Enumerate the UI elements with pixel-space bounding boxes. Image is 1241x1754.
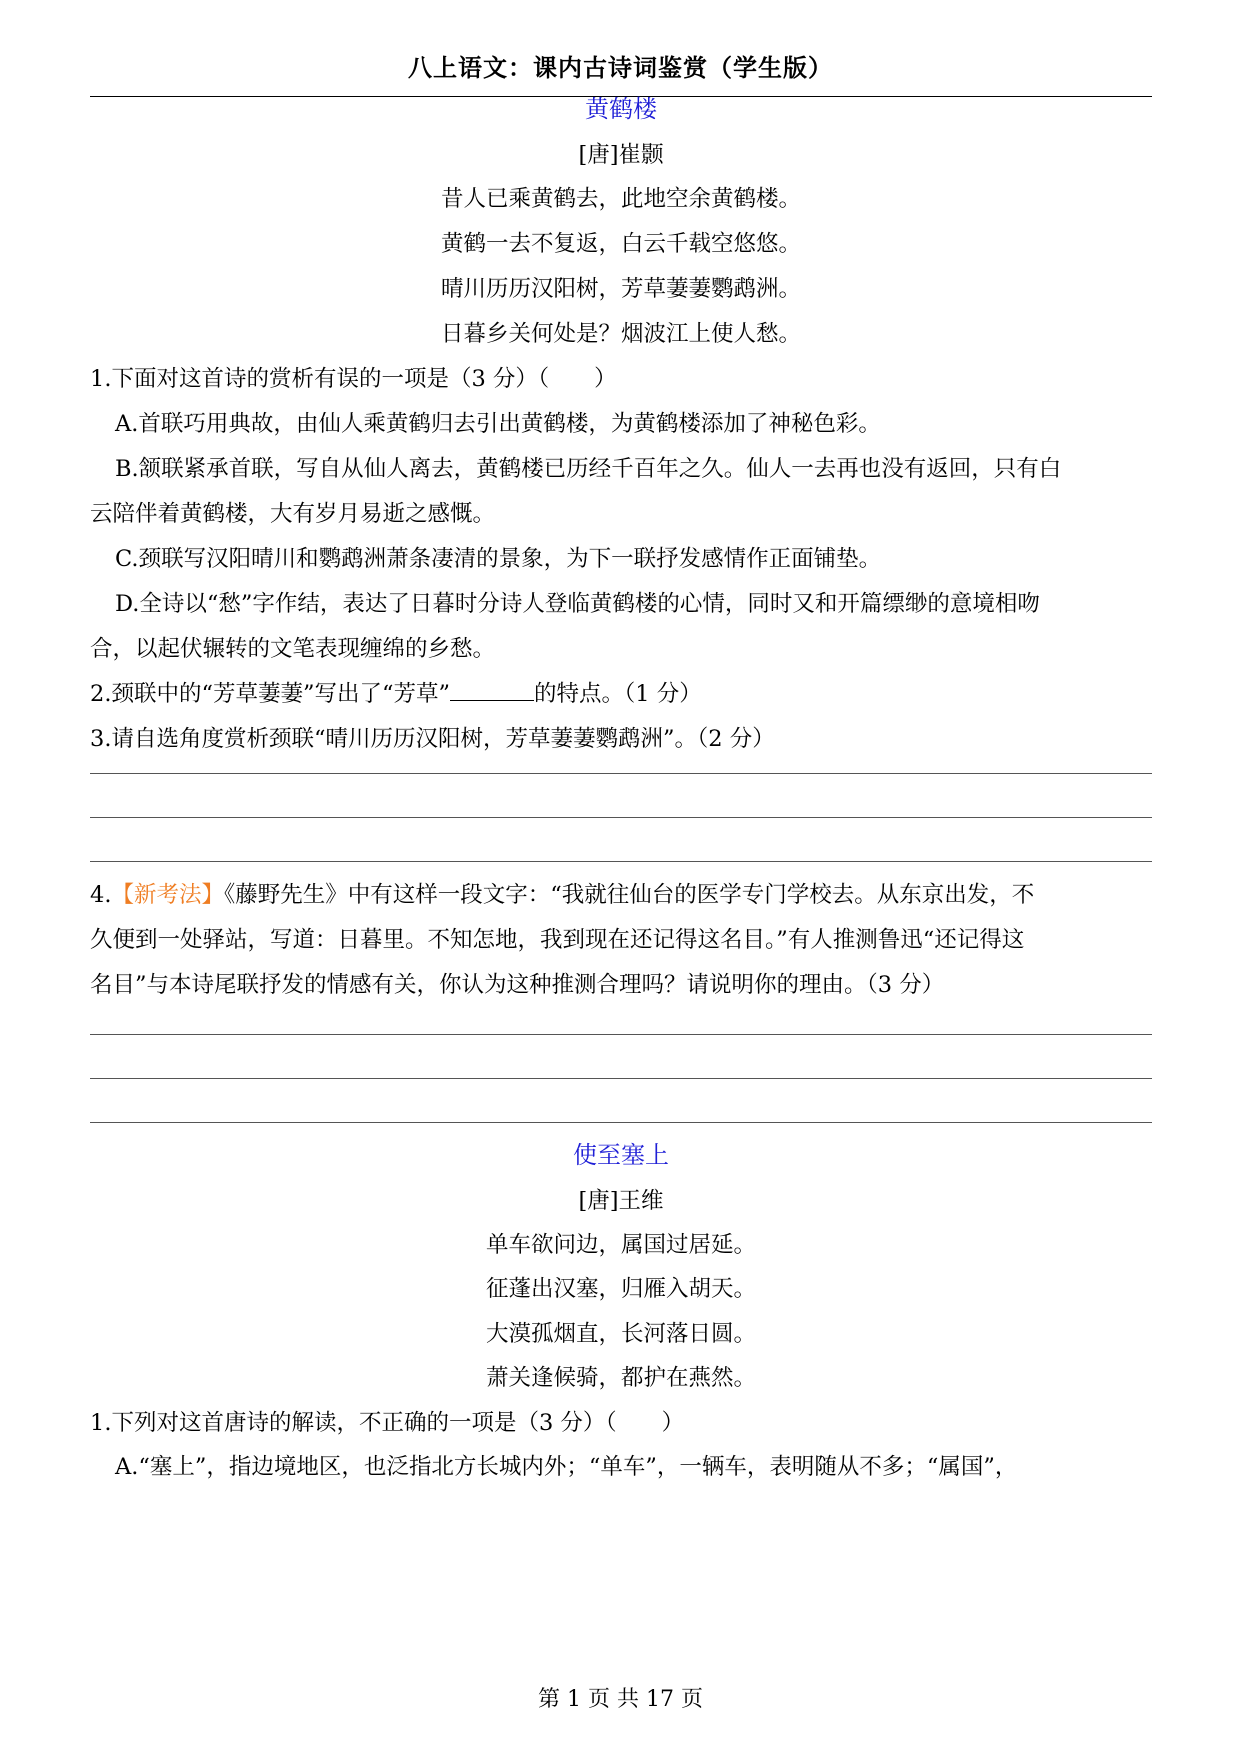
question-stem: 1.下列对这首唐诗的解读，不正确的一项是（3 分）（ ） xyxy=(90,1410,685,1436)
poem-line: 大漠孤烟直，长河落日圆。 xyxy=(485,1321,756,1347)
option-c: C.颈联写汉阳晴川和鹦鹉洲萧条凄清的景象，为下一联抒发感情作正面铺垫。 xyxy=(115,546,882,572)
answer-line[interactable] xyxy=(90,861,1152,862)
question-2-text: 2.颈联中的“芳草萋萋”写出了“芳草” xyxy=(90,681,450,707)
answer-line[interactable] xyxy=(90,1078,1152,1079)
poem-line: 晴川历历汉阳树，芳草萋萋鹦鹉洲。 xyxy=(440,276,801,302)
poem-line: 日暮乡关何处是？烟波江上使人愁。 xyxy=(440,321,801,347)
poem-author: [唐]崔颢 xyxy=(578,142,664,168)
option-b: B.颔联紧承首联，写自从仙人离去，黄鹤楼已历经千百年之久。仙人一去再也没有返回，只有白 xyxy=(115,456,1062,482)
option-a: A.首联巧用典故，由仙人乘黄鹤归去引出黄鹤楼，为黄鹤楼添加了神秘色彩。 xyxy=(115,411,881,437)
poem-line: 昔人已乘黄鹤去，此地空余黄鹤楼。 xyxy=(440,186,801,212)
poem-title: 黄鹤楼 xyxy=(585,95,657,123)
answer-line[interactable] xyxy=(90,773,1152,774)
new-exam-tag: 【新考法】 xyxy=(111,882,224,908)
answer-line[interactable] xyxy=(90,1122,1152,1123)
option-a: A.“塞上”，指边境地区，也泛指北方长城内外；“单车”，一辆车，表明随从不多；“属国”， xyxy=(115,1454,1018,1480)
poem-title: 使至塞上 xyxy=(573,1141,669,1169)
page-footer: 第 1 页 共 17 页 xyxy=(538,1687,703,1712)
poem-line: 征蓬出汉塞，归雁入胡天。 xyxy=(485,1276,756,1302)
answer-line[interactable] xyxy=(90,1034,1152,1035)
poem-line: 黄鹤一去不复返，白云千载空悠悠。 xyxy=(440,231,801,257)
option-d: D.全诗以“愁”字作结，表达了日暮时分诗人登临黄鹤楼的心情，同时又和开篇缥缈的意境相吻 xyxy=(115,591,1040,617)
option-d-continued: 合，以起伏辗转的文笔表现缠绵的乡愁。 xyxy=(90,636,496,662)
answer-line[interactable] xyxy=(90,817,1152,818)
poem-author: [唐]王维 xyxy=(578,1188,664,1214)
question-4-text: 《藤野先生》中有这样一段文字：“我就往仙台的医学专门学校去。从东京出发，不 xyxy=(223,882,1035,908)
question-2-text-end: 的特点。（1 分） xyxy=(533,681,702,707)
option-b-continued: 云陪伴着黄鹤楼，大有岁月易逝之感慨。 xyxy=(90,501,496,527)
poem-line: 萧关逢候骑，都护在燕然。 xyxy=(485,1365,756,1391)
question-2 xyxy=(90,680,1152,708)
question-4 xyxy=(90,881,1152,909)
page-header-title: 八上语文：课内古诗词鉴赏（学生版） xyxy=(408,53,833,82)
fill-blank[interactable] xyxy=(450,680,534,701)
question-3: 3.请自选角度赏析颈联“晴川历历汉阳树，芳草萋萋鹦鹉洲”。（2 分） xyxy=(90,726,775,752)
question-4-number: 4. xyxy=(90,882,112,908)
question-4-continued: 久便到一处驿站，写道：日暮里。不知怎地，我到现在还记得这名目。”有人推测鲁迅“还记得这 xyxy=(90,927,1025,953)
question-4-continued: 名目”与本诗尾联抒发的情感有关，你认为这种推测合理吗？请说明你的理由。（3 分） xyxy=(90,972,945,998)
question-stem: 1.下面对这首诗的赏析有误的一项是（3 分）（ ） xyxy=(90,366,617,392)
poem-line: 单车欲问边，属国过居延。 xyxy=(485,1232,756,1258)
